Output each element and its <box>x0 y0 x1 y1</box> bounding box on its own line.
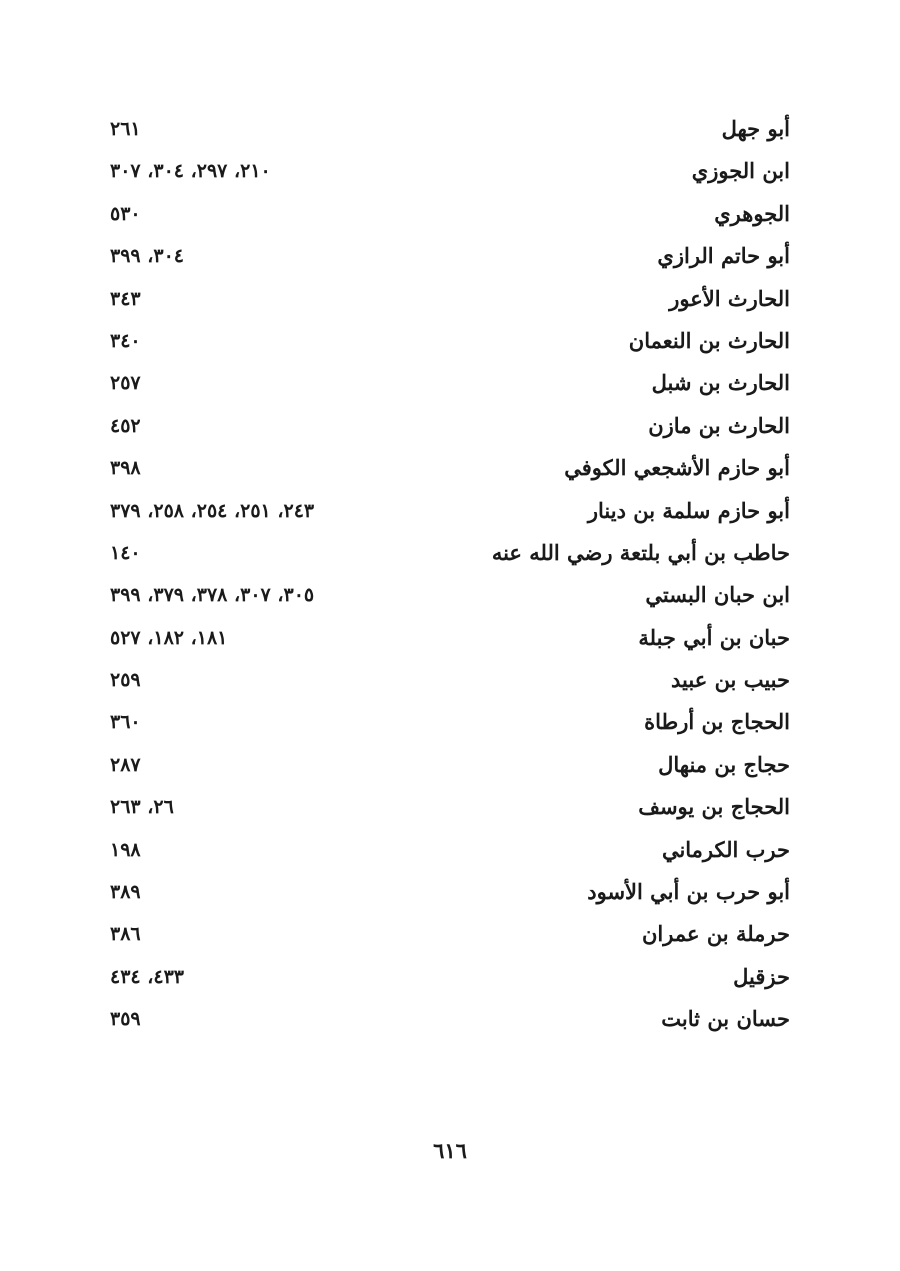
entry-name: الجوهري <box>714 200 790 226</box>
entry-name: الحجاج بن أرطاة <box>644 709 790 735</box>
entry-name: أبو حاتم الرازي <box>657 243 790 269</box>
entry-name: الحارث بن النعمان <box>628 327 790 353</box>
index-entry <box>100 237 800 279</box>
entry-page-references: ٢١٠، ٢٩٧، ٣٠٤، ٣٠٧ <box>110 160 271 183</box>
index-entry <box>100 364 800 406</box>
entry-name: أبو حرب بن أبي الأسود <box>587 879 790 905</box>
index-entry <box>100 873 800 915</box>
entry-name: ابن الجوزي <box>691 158 790 184</box>
entry-page-references: ٥٣٠ <box>110 202 141 225</box>
index-entry <box>100 1000 800 1042</box>
index-entry <box>100 619 800 661</box>
entry-name: حاطب بن أبي بلتعة رضي الله عنه <box>491 539 790 565</box>
page-number: ٦١٦ <box>433 1138 467 1163</box>
entry-name: حرملة بن عمران <box>642 921 790 947</box>
entry-page-references: ٣٥٩ <box>110 1008 141 1031</box>
index-entry <box>100 661 800 703</box>
entry-page-references: ٣٨٦ <box>110 923 141 946</box>
index-entry <box>100 534 800 576</box>
entry-name: أبو حازم سلمة بن دينار <box>587 497 790 523</box>
index-entry <box>100 195 800 237</box>
entry-name: الحارث بن مازن <box>648 412 790 438</box>
entry-page-references: ٣٦٠ <box>110 711 141 734</box>
index-entry <box>100 788 800 830</box>
entry-page-references: ٢٨٧ <box>110 753 141 776</box>
index-entry <box>100 746 800 788</box>
entry-name: الحارث بن شبل <box>651 370 790 396</box>
entry-name: حزقيل <box>733 963 790 989</box>
entry-page-references: ٣٤٠ <box>110 329 141 352</box>
entry-name: الحارث الأعور <box>669 285 790 311</box>
entry-page-references: ١٩٨ <box>110 838 141 861</box>
index-entry <box>100 703 800 745</box>
index-entry <box>100 152 800 194</box>
index-entry <box>100 576 800 618</box>
entry-name: أبو جهل <box>721 116 790 141</box>
entry-name: حسان بن ثابت <box>661 1006 790 1032</box>
index-entry <box>100 322 800 364</box>
entry-page-references: ٣٨٩ <box>110 881 141 904</box>
entry-page-references: ٣٠٤، ٣٩٩ <box>110 245 184 268</box>
entry-page-references: ٤٣٣، ٤٣٤ <box>110 965 184 988</box>
name-index-list <box>100 110 800 1043</box>
index-entry <box>100 915 800 957</box>
index-entry <box>100 407 800 449</box>
entry-name: حجاج بن منهال <box>658 751 790 777</box>
entry-page-references: ٢٤٣، ٢٥١، ٢٥٤، ٢٥٨، ٣٧٩ <box>110 499 315 522</box>
entry-page-references: ٣٤٣ <box>110 287 141 310</box>
entry-name: حبان بن أبي جبلة <box>638 624 790 650</box>
entry-page-references: ١٤٠ <box>110 541 141 564</box>
entry-page-references: ١٨١، ١٨٢، ٥٢٧ <box>110 626 228 649</box>
index-entry <box>100 831 800 873</box>
entry-page-references: ٢٥٩ <box>110 669 141 692</box>
entry-name: أبو حازم الأشجعي الكوفي <box>564 455 790 481</box>
entry-page-references: ٤٥٢ <box>110 414 141 437</box>
entry-name: حرب الكرماني <box>661 836 790 862</box>
entry-name: ابن حبان البستي <box>645 582 790 608</box>
index-entry <box>100 958 800 1000</box>
entry-name: الحجاج بن يوسف <box>638 794 790 820</box>
entry-name: حبيب بن عبيد <box>671 667 790 693</box>
entry-page-references: ٣٠٥، ٣٠٧، ٣٧٨، ٣٧٩، ٣٩٩ <box>110 584 315 607</box>
entry-page-references: ٢٦، ٢٦٣ <box>110 796 174 819</box>
index-entry <box>100 449 800 491</box>
index-entry <box>100 280 800 322</box>
entry-page-references: ٢٦١ <box>110 118 141 140</box>
index-entry <box>100 110 800 152</box>
index-entry <box>100 492 800 534</box>
entry-page-references: ٢٥٧ <box>110 372 141 395</box>
entry-page-references: ٣٩٨ <box>110 457 141 480</box>
